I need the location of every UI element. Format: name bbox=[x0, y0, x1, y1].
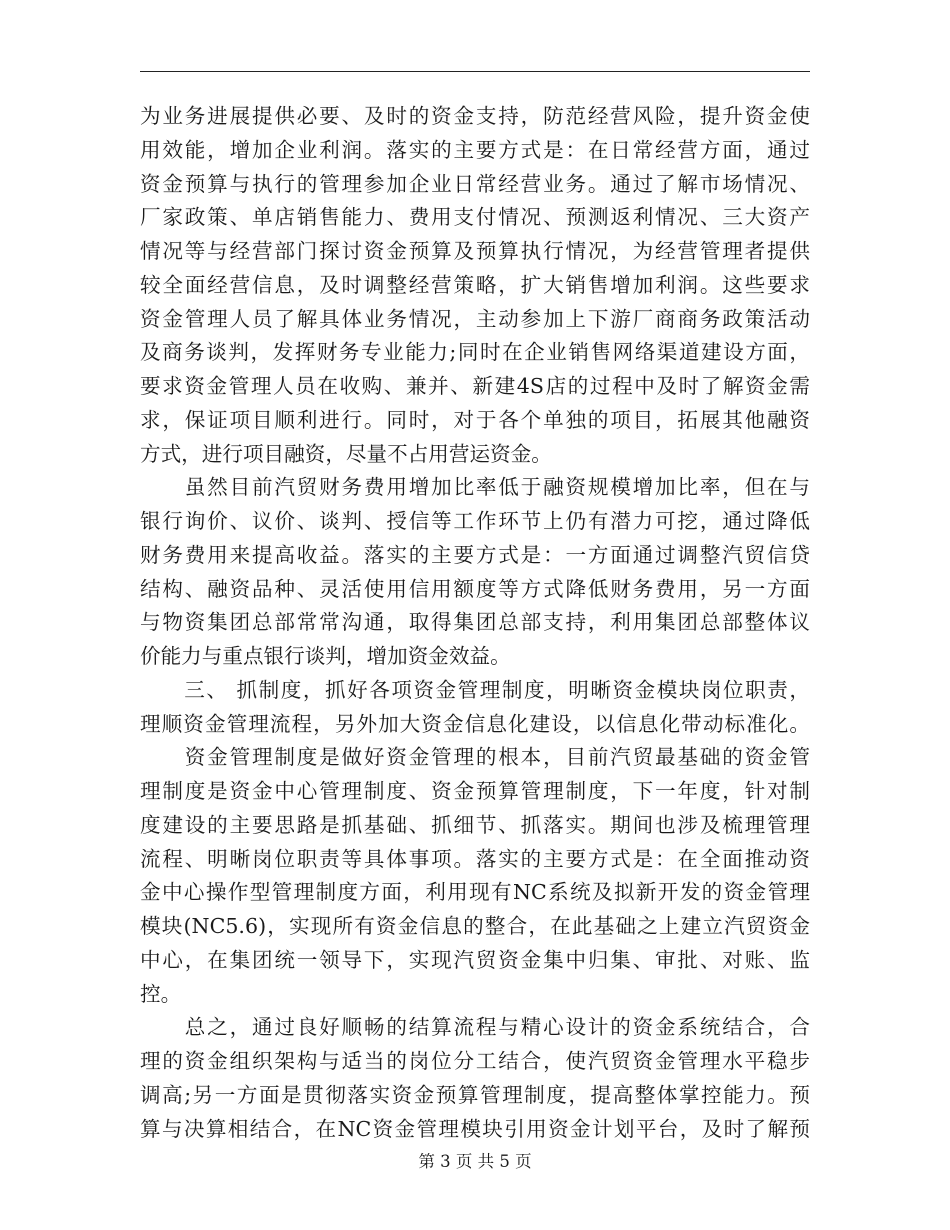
text-line: 总之，通过良好顺畅的结算流程与精心设计的资金系统结合，合 bbox=[140, 1015, 810, 1040]
text-line: 求，保证项目顺利进行。同时，对于各个单独的项目，拓展其他融资 bbox=[140, 407, 810, 432]
text-line: 资金管理制度是做好资金管理的根本，目前汽贸最基础的资金管 bbox=[140, 745, 810, 770]
text-line: 较全面经营信息，及时调整经营策略，扩大销售增加利润。这些要求 bbox=[140, 272, 810, 297]
text-line: 理顺资金管理流程，另外加大资金信息化建设，以信息化带动标准化。 bbox=[140, 711, 810, 736]
text-line: 及商务谈判，发挥财务专业能力;同时在企业销售网络渠道建设方面， bbox=[140, 340, 810, 365]
text-line: 控。 bbox=[140, 981, 182, 1006]
text-line: 理的资金组织架构与适当的岗位分工结合，使汽贸资金管理水平稳步 bbox=[140, 1049, 810, 1073]
text-line: 银行询价、议价、谈判、授信等工作环节上仍有潜力可挖，通过降低 bbox=[140, 509, 810, 533]
text-line: 三、 抓制度，抓好各项资金管理制度，明晰资金模块岗位职责， bbox=[140, 677, 810, 702]
text-line: 理制度是资金中心管理制度、资金预算管理制度，下一年度，针对制 bbox=[140, 779, 810, 803]
text-line: 算与决算相结合，在NC资金管理模块引用资金计划平台，及时了解预 bbox=[140, 1116, 810, 1141]
text-line: 结构、融资品种、灵活使用信用额度等方式降低财务费用，另一方面 bbox=[140, 576, 810, 601]
header-rule bbox=[140, 71, 810, 72]
text-line: 度建设的主要思路是抓基础、抓细节、抓落实。期间也涉及梳理管理 bbox=[140, 812, 810, 837]
body-text bbox=[140, 100, 810, 1146]
text-line: 资金管理人员了解具体业务情况，主动参加上下游厂商商务政策活动 bbox=[140, 306, 810, 331]
text-line: 为业务进展提供必要、及时的资金支持，防范经营风险，提升资金使 bbox=[140, 104, 810, 128]
text-line: 财务费用来提高收益。落实的主要方式是：一方面通过调整汽贸信贷 bbox=[140, 542, 810, 567]
text-line: 用效能，增加企业利润。落实的主要方式是：在日常经营方面，通过 bbox=[140, 137, 810, 162]
page-footer: 第 3 页 共 5 页 bbox=[418, 1152, 532, 1171]
text-line: 虽然目前汽贸财务费用增加比率低于融资规模增加比率，但在与 bbox=[140, 475, 810, 500]
text-line: 中心，在集团统一领导下，实现汽贸资金集中归集、审批、对账、监 bbox=[140, 947, 810, 972]
text-line: 要求资金管理人员在收购、兼并、新建4S店的过程中及时了解资金需 bbox=[140, 374, 810, 398]
text-line: 方式，进行项目融资，尽量不占用营运资金。 bbox=[140, 441, 552, 466]
text-line: 金中心操作型管理制度方面，利用现有NC系统及拟新开发的资金管理 bbox=[140, 880, 810, 905]
text-line: 流程、明晰岗位职责等具体事项。落实的主要方式是：在全面推动资 bbox=[140, 846, 810, 871]
text-line: 情况等与经营部门探讨资金预算及预算执行情况，为经营管理者提供 bbox=[140, 239, 810, 263]
text-line: 厂家政策、单店销售能力、费用支付情况、预测返利情况、三大资产 bbox=[140, 205, 810, 230]
text-line: 与物资集团总部常常沟通，取得集团总部支持，利用集团总部整体议 bbox=[140, 610, 810, 635]
text-line: 调高;另一方面是贯彻落实资金预算管理制度，提高整体掌控能力。预 bbox=[140, 1082, 810, 1107]
text-line: 模块(NC5.6)，实现所有资金信息的整合，在此基础之上建立汽贸资金 bbox=[140, 914, 810, 938]
text-line: 价能力与重点银行谈判，增加资金效益。 bbox=[140, 644, 511, 668]
text-line: 资金预算与执行的管理参加企业日常经营业务。通过了解市场情况、 bbox=[140, 171, 810, 196]
